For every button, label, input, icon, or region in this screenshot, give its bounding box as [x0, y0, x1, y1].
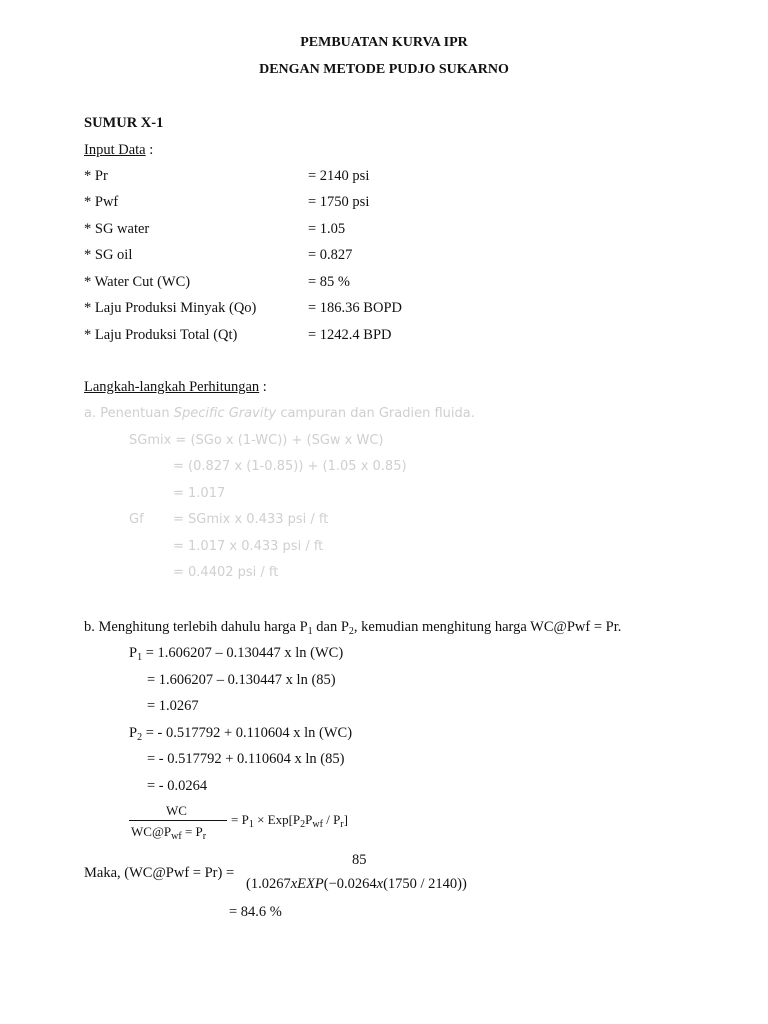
steps-heading — [84, 378, 267, 396]
p2-line-3: = - 0.0264 — [147, 778, 208, 794]
step-b-sub: 1 — [307, 626, 313, 637]
result: = 84.6 % — [229, 904, 282, 920]
input-label: * Laju Produksi Minyak (Qo) — [84, 300, 257, 316]
p2-line-2: = - 0.517792 + 0.110604 x ln (85) — [147, 751, 345, 767]
input-data-heading-text: Input Data — [84, 142, 146, 158]
steps-heading-colon: : — [259, 379, 267, 395]
p1-line-2: = 1.606207 – 0.130447 x ln (85) — [147, 672, 336, 688]
steps-heading-text: Langkah-langkah Perhitungan — [84, 379, 260, 395]
step-a-line: Gf — [129, 512, 144, 527]
input-value: = 1242.4 BPD — [308, 327, 392, 343]
input-label: * SG oil — [84, 247, 133, 263]
formula-den-b: = P — [181, 824, 203, 839]
step-a-line: = 0.4402 psi / ft — [173, 565, 279, 580]
maka-denominator — [246, 875, 467, 893]
p2-sub: 2 — [137, 732, 143, 743]
formula-rhs-sub: 2 — [300, 819, 306, 830]
formula-rhs-sub: r — [340, 819, 344, 830]
maka-den-b: xEXP — [290, 876, 324, 892]
formula-rhs-c: P — [305, 812, 313, 827]
step-b-heading — [84, 618, 621, 636]
step-a-italic: Specific Gravity — [173, 406, 277, 421]
p1-expr: = 1.606207 – 0.130447 x ln (WC) — [142, 645, 344, 661]
step-a-prefix: a. Penentuan — [84, 406, 174, 421]
input-label: * Water Cut (WC) — [84, 274, 191, 290]
p1-line-3: = 1.0267 — [147, 698, 199, 714]
input-value: = 186.36 BOPD — [308, 300, 402, 316]
p1-symbol: P — [129, 645, 138, 661]
maka-den-d: x — [376, 876, 384, 892]
maka-den-c: (−0.0264 — [323, 876, 377, 892]
p2-line-1 — [129, 724, 352, 742]
formula-fraction-bar — [129, 820, 227, 821]
formula-den-a: WC@P — [131, 824, 172, 839]
step-b-text: dan P — [312, 619, 349, 635]
input-label: * Pr — [84, 168, 108, 184]
maka-den-a: (1.0267 — [246, 876, 291, 892]
formula-den-sub2: r — [202, 831, 207, 842]
p1-sub: 1 — [137, 652, 143, 663]
input-label: * SG water — [84, 221, 150, 237]
step-b-text: b. Menghitung terlebih dahulu harga P — [84, 619, 308, 635]
input-value: = 1.05 — [308, 221, 346, 237]
formula-numerator: WC — [166, 803, 187, 818]
formula-denominator — [131, 823, 206, 841]
formula-rhs-sub: 1 — [248, 819, 254, 830]
formula-rhs-b: × Exp[P — [253, 812, 301, 827]
input-label: * Laju Produksi Total (Qt) — [84, 327, 238, 343]
maka-label: Maka, (WC@Pwf = Pr) = — [84, 865, 235, 881]
title-line-1: PEMBUATAN KURVA IPR — [300, 35, 468, 50]
input-label: * Pwf — [84, 194, 119, 210]
step-b-sub: 2 — [348, 626, 354, 637]
p2-expr: = - 0.517792 + 0.110604 x ln (WC) — [142, 725, 353, 741]
formula-rhs-sub: wf — [312, 819, 323, 830]
formula-den-sub: wf — [171, 831, 182, 842]
input-value: = 85 % — [308, 274, 351, 290]
step-a-heading — [84, 405, 475, 423]
formula-rhs — [231, 811, 348, 829]
step-a-line: = (0.827 x (1-0.85)) + (1.05 x 0.85) — [173, 459, 407, 474]
maka-numerator: 85 — [352, 852, 367, 868]
input-data-heading-colon: : — [145, 142, 154, 158]
formula-rhs-d: / P — [322, 812, 341, 827]
step-a-line: = 1.017 — [173, 486, 226, 501]
input-value: = 1750 psi — [308, 194, 370, 210]
input-data-heading — [84, 141, 153, 159]
p1-line-1 — [129, 644, 343, 662]
step-a-line: SGmix = (SGo x (1-WC)) + (SGw x WC) — [129, 433, 384, 448]
formula-rhs-e: ] — [343, 812, 348, 827]
formula-rhs-a: = P — [231, 812, 249, 827]
input-value: = 0.827 — [308, 247, 353, 263]
step-a-line: = SGmix x 0.433 psi / ft — [173, 512, 329, 527]
input-value: = 2140 psi — [308, 168, 370, 184]
step-a-line: = 1.017 x 0.433 psi / ft — [173, 539, 324, 554]
title-line-2: DENGAN METODE PUDJO SUKARNO — [259, 62, 509, 77]
well-name: SUMUR X-1 — [84, 115, 164, 131]
maka-den-e: (1750 / 2140)) — [383, 876, 467, 892]
step-b-text: , kemudian menghitung harga WC@Pwf = Pr. — [353, 619, 622, 635]
p2-symbol: P — [129, 725, 138, 741]
step-a-suffix: campuran dan Gradien fluida. — [276, 406, 475, 421]
